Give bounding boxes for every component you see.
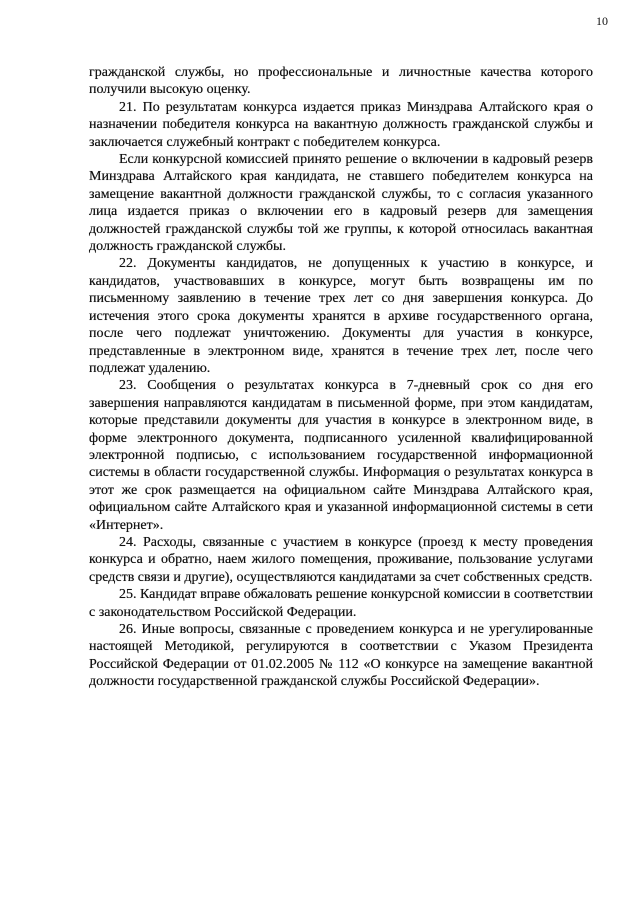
document-body (89, 64, 593, 691)
paragraph-23: 23. Сообщения о результатах конкурса в 7-дневный срок со дня его завершения направляются кандидатам в письменной форме, при этом кандидатам, которые представили документы для участия в конкурсе в электронном виде, в форме электронного документа, подписанного усиленной квалифицированной электронной подписью, с использованием государственной информационной системы в области государственной службы. Информация о результатах конкурса в этот же срок размещается на официальном сайте Минздрава Алтайского края, официальном сайте Алтайского края и указанной информационной системы в сети «Интернет». (89, 378, 593, 533)
paragraph-26: 26. Иные вопросы, связанные с проведением конкурса и не урегулированные настоящей Методикой, регулируются в соответствии с Указом Президента Российской Федерации от 01.02.2005 № 112 «О конкурсе на замещение вакантной должности государственной гражданской службы Российской Федерации». (89, 622, 593, 690)
paragraph-24: 24. Расходы, связанные с участием в конкурсе (проезд к месту проведения конкурса и обратно, наем жилого помещения, проживание, пользование услугами средств связи и другие), осуществляются кандидатами за счет собственных средств. (89, 534, 593, 585)
paragraph-continuation: гражданской службы, но профессиональные и личностные качества которого получили высокую оценку. (89, 65, 593, 98)
paragraph-21-reserve: Если конкурсной комиссией принято решение о включении в кадровый резерв Минздрава Алтайского края кандидата, не ставшего победителем конкурса на замещение вакантной должности гражданской службы, то с согласия указанного лица издается приказ о включении его в кадровый резерв для замещения должностей гражданской службы той же группы, к которой относилась вакантная должность гражданской службы. (89, 152, 593, 255)
paragraph-21: 21. По результатам конкурса издается приказ Минздрава Алтайского края о назначении победителя конкурса на вакантную должность гражданской службы и заключается служебный контракт с победителем конкурса. (89, 99, 593, 150)
page-number: 10 (596, 14, 608, 28)
paragraph-22: 22. Документы кандидатов, не допущенных к участию в конкурсе, и кандидатов, участвовавших в конкурсе, могут быть возвращены им по письменному заявлению в течение трех лет со дня завершения конкурса. До истечения этого срока документы хранятся в архиве государственного органа, после чего подлежат уничтожению. Документы для участия в конкурсе, представленные в электронном виде, хранятся в течение трех лет, после чего подлежат удалению. (89, 256, 593, 376)
paragraph-25: 25. Кандидат вправе обжаловать решение конкурсной комиссии в соответствии с законодательством Российской Федерации. (89, 587, 593, 620)
